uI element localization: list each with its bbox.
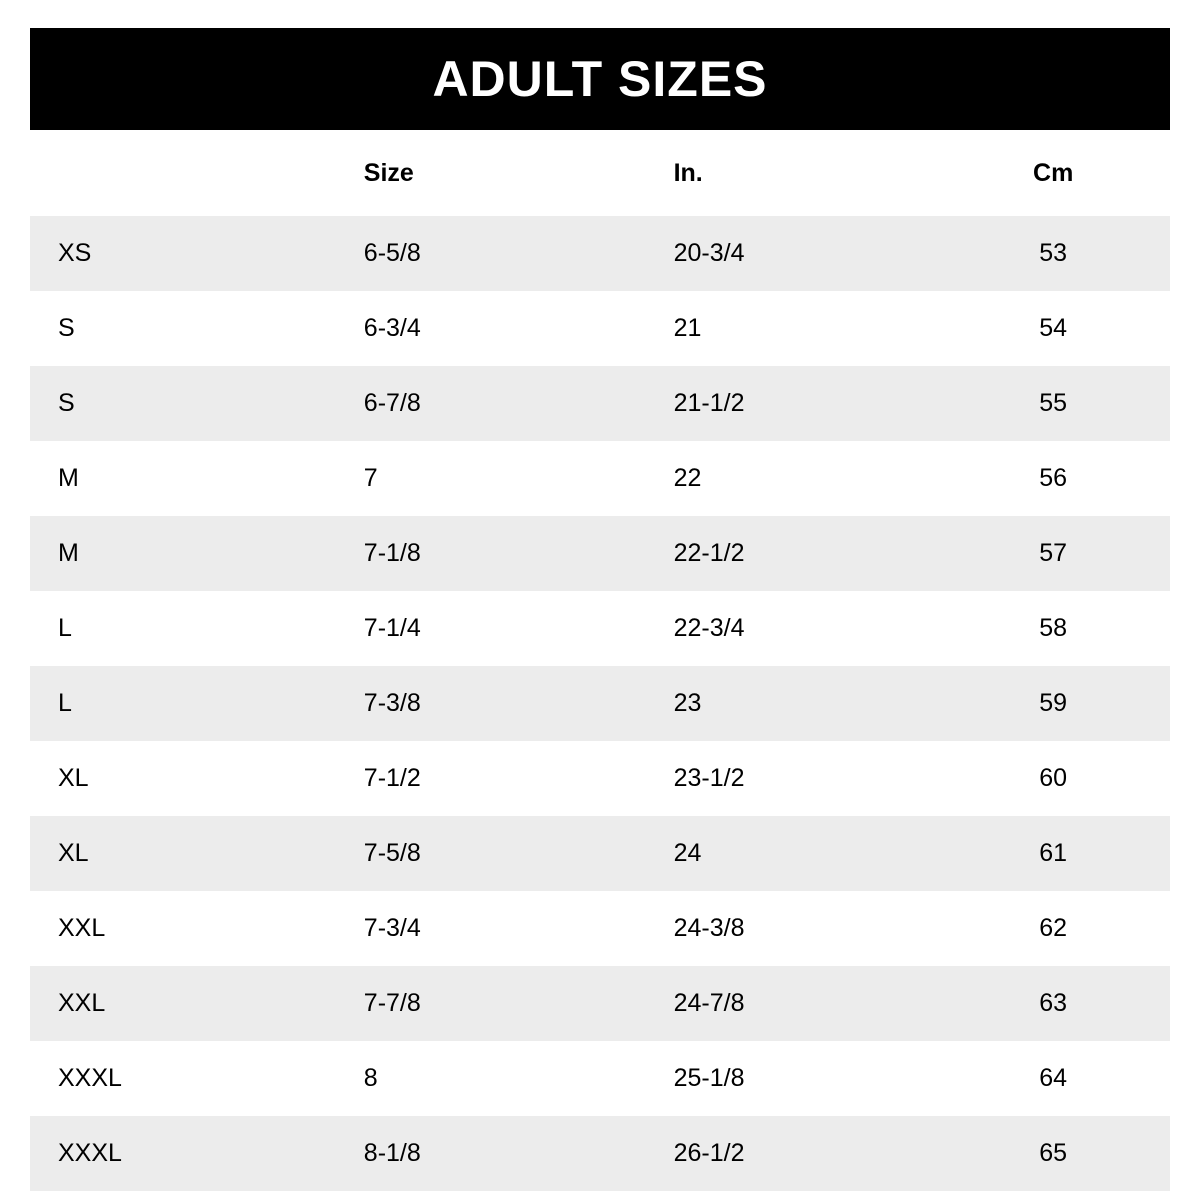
cell-size-label: XXXL: [30, 1116, 338, 1191]
size-chart-table: [30, 130, 1170, 1191]
cell-hat-size: 7-7/8: [338, 966, 646, 1041]
cell-cm: 64: [953, 1041, 1170, 1116]
cell-hat-size: 7: [338, 441, 646, 516]
cell-inches: 25-1/8: [646, 1041, 954, 1116]
cell-size-label: XS: [30, 216, 338, 291]
column-header-inches: In.: [646, 130, 954, 216]
cell-cm: 57: [953, 516, 1170, 591]
table-row: [30, 1116, 1170, 1191]
cell-inches: 23-1/2: [646, 741, 954, 816]
table-row: [30, 891, 1170, 966]
cell-cm: 63: [953, 966, 1170, 1041]
cell-size-label: L: [30, 666, 338, 741]
column-header-cm: Cm: [953, 130, 1170, 216]
cell-hat-size: 7-3/8: [338, 666, 646, 741]
cell-inches: 21: [646, 291, 954, 366]
cell-cm: 59: [953, 666, 1170, 741]
cell-hat-size: 8: [338, 1041, 646, 1116]
cell-hat-size: 6-3/4: [338, 291, 646, 366]
cell-inches: 24: [646, 816, 954, 891]
cell-inches: 22: [646, 441, 954, 516]
table-row: [30, 441, 1170, 516]
cell-size-label: M: [30, 441, 338, 516]
cell-hat-size: 6-7/8: [338, 366, 646, 441]
table-row: [30, 516, 1170, 591]
page-title: ADULT SIZES: [432, 51, 768, 107]
table-row: [30, 216, 1170, 291]
cell-size-label: S: [30, 366, 338, 441]
cell-hat-size: 8-1/8: [338, 1116, 646, 1191]
column-header-label: [30, 130, 338, 216]
table-row: [30, 966, 1170, 1041]
table-row: [30, 1041, 1170, 1116]
cell-cm: 56: [953, 441, 1170, 516]
cell-size-label: M: [30, 516, 338, 591]
cell-size-label: XXXL: [30, 1041, 338, 1116]
cell-inches: 23: [646, 666, 954, 741]
cell-size-label: L: [30, 591, 338, 666]
cell-inches: 24-7/8: [646, 966, 954, 1041]
table-header-row: [30, 130, 1170, 216]
cell-hat-size: 7-3/4: [338, 891, 646, 966]
cell-inches: 21-1/2: [646, 366, 954, 441]
table-row: [30, 366, 1170, 441]
cell-hat-size: 7-5/8: [338, 816, 646, 891]
cell-inches: 20-3/4: [646, 216, 954, 291]
cell-hat-size: 7-1/8: [338, 516, 646, 591]
cell-hat-size: 7-1/4: [338, 591, 646, 666]
cell-inches: 24-3/8: [646, 891, 954, 966]
cell-size-label: XL: [30, 816, 338, 891]
size-chart-header: [30, 28, 1170, 130]
table-row: [30, 591, 1170, 666]
cell-cm: 61: [953, 816, 1170, 891]
cell-hat-size: 7-1/2: [338, 741, 646, 816]
cell-inches: 22-3/4: [646, 591, 954, 666]
table-header: [30, 130, 1170, 216]
cell-size-label: XXL: [30, 891, 338, 966]
cell-cm: 54: [953, 291, 1170, 366]
table-row: [30, 816, 1170, 891]
cell-cm: 53: [953, 216, 1170, 291]
cell-size-label: XXL: [30, 966, 338, 1041]
cell-hat-size: 6-5/8: [338, 216, 646, 291]
cell-size-label: XL: [30, 741, 338, 816]
cell-cm: 62: [953, 891, 1170, 966]
cell-size-label: S: [30, 291, 338, 366]
table-row: [30, 291, 1170, 366]
cell-cm: 58: [953, 591, 1170, 666]
cell-cm: 65: [953, 1116, 1170, 1191]
cell-cm: 55: [953, 366, 1170, 441]
cell-inches: 26-1/2: [646, 1116, 954, 1191]
cell-inches: 22-1/2: [646, 516, 954, 591]
cell-cm: 60: [953, 741, 1170, 816]
table-body: [30, 216, 1170, 1191]
table-row: [30, 741, 1170, 816]
column-header-size: Size: [338, 130, 646, 216]
table-row: [30, 666, 1170, 741]
